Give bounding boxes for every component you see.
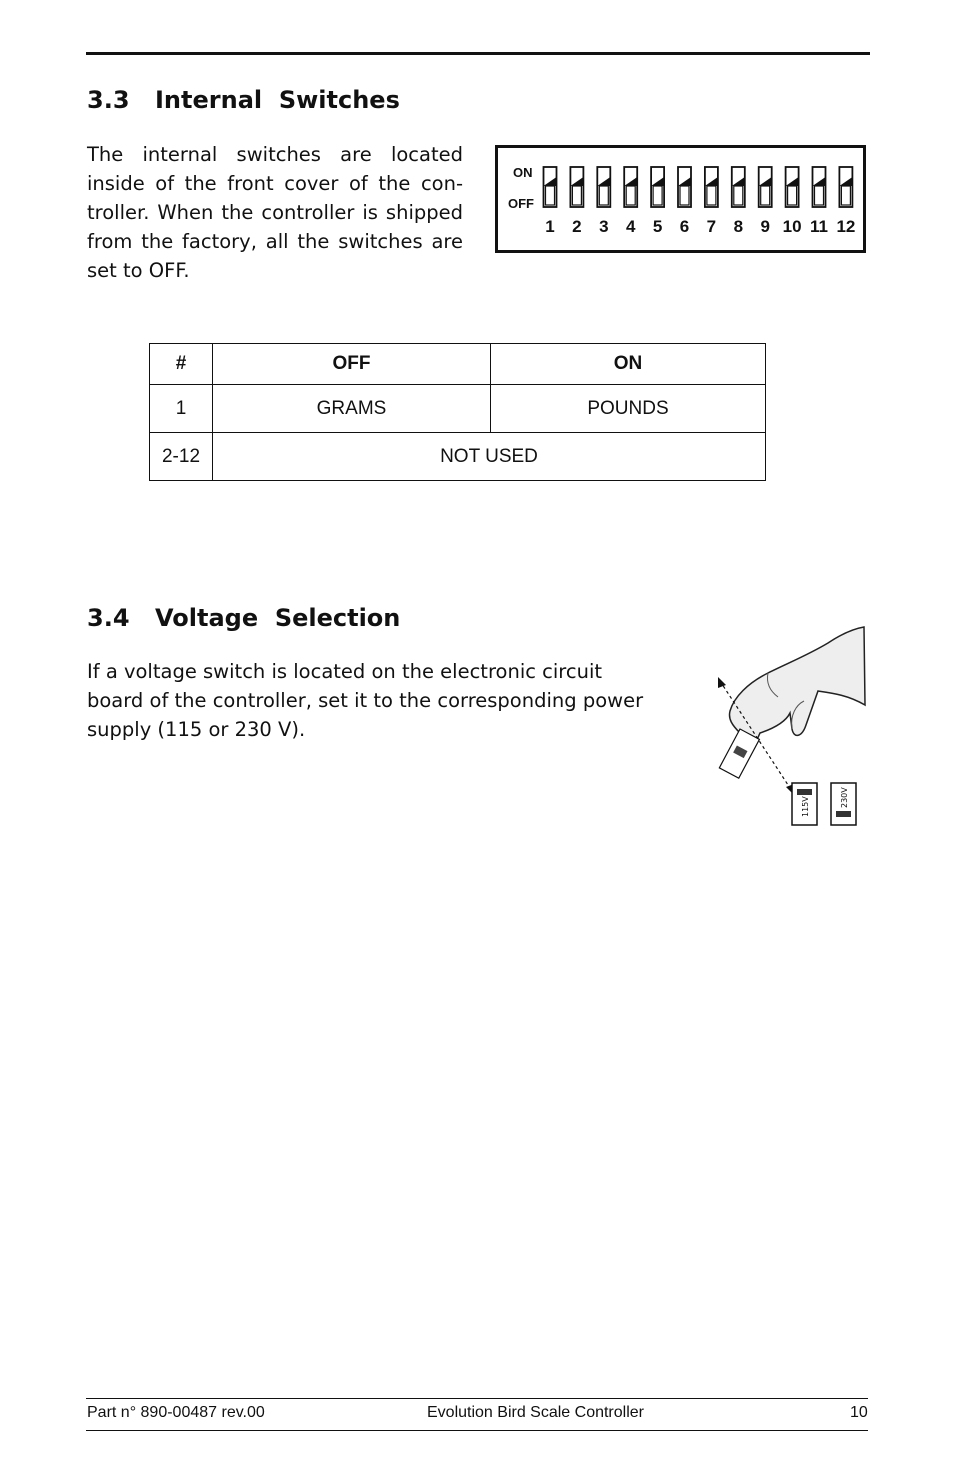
dip-switch-knob xyxy=(788,186,797,205)
table-header-on: ON xyxy=(491,344,766,385)
dip-switch-number: 5 xyxy=(652,217,663,236)
table-cell-on: POUNDS xyxy=(491,385,766,433)
switch-settings-table xyxy=(149,343,766,481)
label-115v: 115V xyxy=(801,796,810,817)
footer-page-number: 10 xyxy=(850,1404,868,1421)
dip-switch-10 xyxy=(783,167,802,236)
table-cell-num: 1 xyxy=(150,385,213,433)
table-header-num: # xyxy=(150,344,213,385)
dip-switch-5 xyxy=(651,167,664,236)
table-header-off: OFF xyxy=(213,344,491,385)
dip-switch-knob xyxy=(546,186,555,205)
dip-switch-number: 1 xyxy=(545,217,555,236)
dip-switch-number: 7 xyxy=(706,217,717,236)
table-header-row xyxy=(150,344,766,385)
dip-switch-number: 6 xyxy=(679,217,690,236)
dip-switch-6 xyxy=(678,167,691,236)
dip-switch-knob xyxy=(572,186,581,205)
section-3-3-heading xyxy=(87,86,400,114)
switch-230v xyxy=(831,783,856,825)
table-cell-off: GRAMS xyxy=(213,385,491,433)
switch-115v xyxy=(792,783,817,825)
dip-switch-row xyxy=(544,167,856,236)
label-230v: 230V xyxy=(840,787,849,808)
dip-switch-diagram xyxy=(495,145,866,253)
dip-switch-11 xyxy=(810,167,828,236)
section-3-4-line: board of the controller, set it to the corresponding power xyxy=(87,689,644,712)
dip-switch-knob xyxy=(761,186,770,205)
dip-switch-knob xyxy=(626,186,635,205)
dip-switch-number: 8 xyxy=(733,217,744,236)
dip-switch-9 xyxy=(759,167,772,236)
dip-switch-number: 11 xyxy=(810,217,828,236)
section-3-4-title: Voltage Selection xyxy=(155,604,401,632)
dip-switch-7 xyxy=(705,167,718,236)
dip-switch-8 xyxy=(732,167,745,236)
footer-rule-bottom xyxy=(86,1430,868,1431)
dip-switch-number: 9 xyxy=(760,217,770,236)
footer-rule-top xyxy=(86,1398,868,1399)
section-3-4-body xyxy=(87,657,687,744)
dip-switch-knob xyxy=(653,186,662,205)
dip-switch-12 xyxy=(836,167,855,236)
top-rule xyxy=(86,52,870,55)
dip-label-on: ON xyxy=(513,165,533,180)
dip-switch-number: 3 xyxy=(599,217,609,236)
dip-switch-number: 10 xyxy=(782,217,802,236)
dip-label-off: OFF xyxy=(508,196,534,211)
dip-switch-knob xyxy=(599,186,608,205)
dip-switch-knob xyxy=(707,186,716,205)
dip-switch-knob xyxy=(841,186,850,205)
table-cell-num: 2-12 xyxy=(150,433,213,481)
dip-switch-knob xyxy=(680,186,689,205)
footer-part-number: Part n° 890-00487 rev.00 xyxy=(87,1404,265,1421)
dip-switch-2 xyxy=(570,167,583,236)
dip-switch-1 xyxy=(544,167,557,236)
dip-switch-4 xyxy=(624,167,637,236)
section-3-4-line: If a voltage switch is located on the electronic circuit xyxy=(87,660,603,683)
dip-switch-svg xyxy=(498,148,863,250)
dip-switch-knob xyxy=(815,186,824,205)
section-3-3-title: Internal Switches xyxy=(155,86,400,114)
table-row xyxy=(150,433,766,481)
arrow-head-icon xyxy=(718,677,726,688)
section-3-4-heading xyxy=(87,604,400,632)
dip-switch-number: 4 xyxy=(625,217,636,236)
footer-document-title: Evolution Bird Scale Controller xyxy=(427,1404,644,1421)
dip-switch-knob xyxy=(734,186,743,205)
section-3-3-body: The internal switches are located inside of the front cover of the con-troller. When the controller is shipped from the factory, all the switches are set to OFF. xyxy=(87,143,463,282)
dip-switch-3 xyxy=(597,167,610,236)
voltage-switch-illustration xyxy=(708,625,870,831)
dip-switch-number: 12 xyxy=(836,217,856,236)
section-3-4-line: supply (115 or 230 V). xyxy=(87,718,306,741)
table-row xyxy=(150,385,766,433)
voltage-switch-closeup xyxy=(719,729,759,778)
dip-switch-number: 2 xyxy=(572,217,582,236)
section-3-3-number: 3.3 xyxy=(87,86,130,114)
section-3-4-number: 3.4 xyxy=(87,604,130,632)
table-cell-not-used: NOT USED xyxy=(213,433,766,481)
